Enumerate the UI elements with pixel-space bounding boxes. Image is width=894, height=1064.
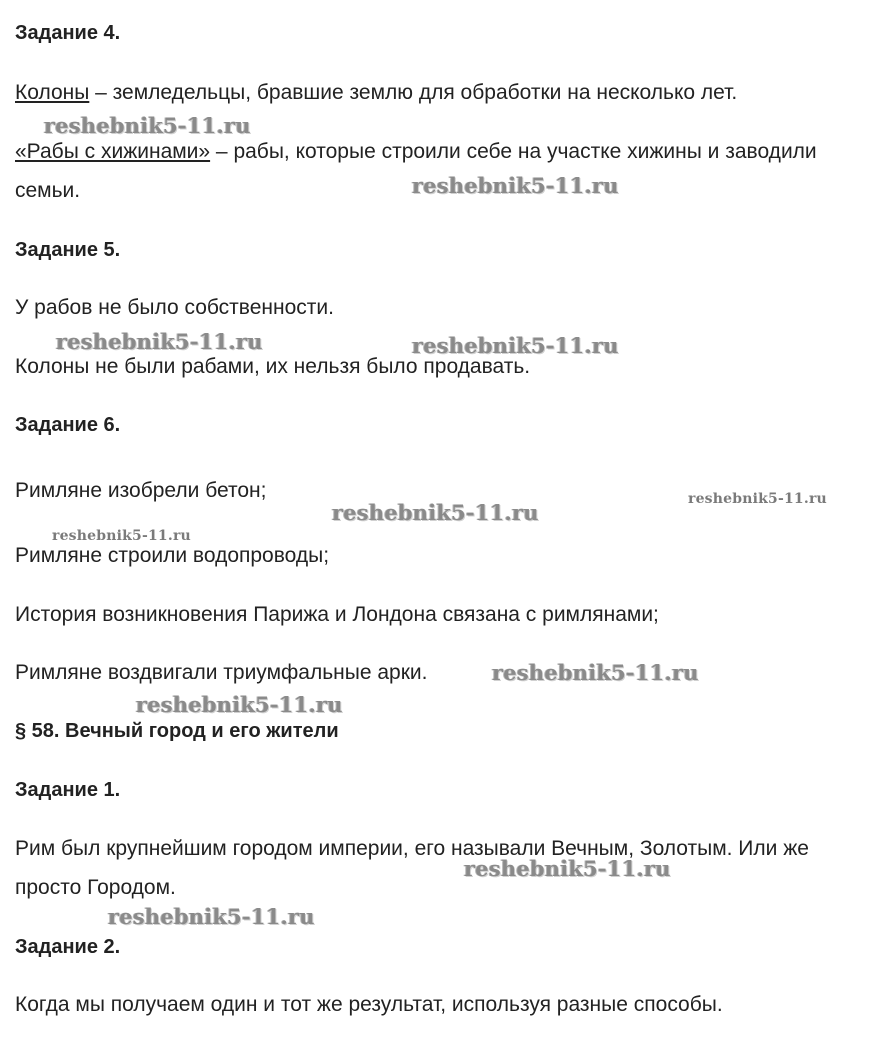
watermark: reshebnik5-11.ru [108,904,315,929]
slaves-term: «Рабы с хижинами» [15,140,211,163]
task-6-line-1: Римляне изобрели бетон; [15,479,267,502]
colons-definition [15,80,737,106]
watermark: reshebnik5-11.ru [412,333,619,358]
section-58-heading: § 58. Вечный город и его жители [15,720,339,742]
watermark: reshebnik5-11.ru [492,660,699,685]
section-58-task-1-heading: Задание 1. [15,779,121,801]
task-5-line-2: Колоны не были рабами, их нельзя было продавать. [15,355,531,378]
task-6-line-3: История возникновения Парижа и Лондона связана с римлянами; [15,603,659,626]
watermark: reshebnik5-11.ru [332,500,539,525]
section-58-task-2-heading: Задание 2. [15,936,121,958]
watermark: reshebnik5-11.ru [136,692,343,717]
slaves-definition [15,139,817,165]
colons-term: Колоны [15,81,90,104]
slaves-definition-text: – рабы, которые строили себе на участке хижины и заводили [210,140,817,163]
task-6-line-2: Римляне строили водопроводы; [15,544,330,567]
watermark: reshebnik5-11.ru [464,856,671,881]
watermark: reshebnik5-11.ru [688,491,827,507]
section-58-task-2-line-1: Когда мы получаем один и тот же результат, используя разные способы. [15,993,723,1016]
task-6-line-4: Римляне воздвигали триумфальные арки. [15,661,428,684]
task-5-heading: Задание 5. [15,239,121,261]
section-58-task-1-line-2: просто Городом. [15,876,176,899]
colons-definition-text: – земледельцы, бравшие землю для обработки на несколько лет. [89,81,738,104]
watermark: reshebnik5-11.ru [56,329,263,354]
watermark: reshebnik5-11.ru [44,113,251,138]
watermark: reshebnik5-11.ru [52,528,191,544]
watermark: reshebnik5-11.ru [412,173,619,198]
task-4-heading: Задание 4. [15,22,121,44]
slaves-definition-continued: семьи. [15,179,81,202]
task-6-heading: Задание 6. [15,414,121,436]
task-5-line-1: У рабов не было собственности. [15,296,334,319]
section-58-task-1-line-1: Рим был крупнейшим городом империи, его называли Вечным, Золотым. Или же [15,837,809,860]
